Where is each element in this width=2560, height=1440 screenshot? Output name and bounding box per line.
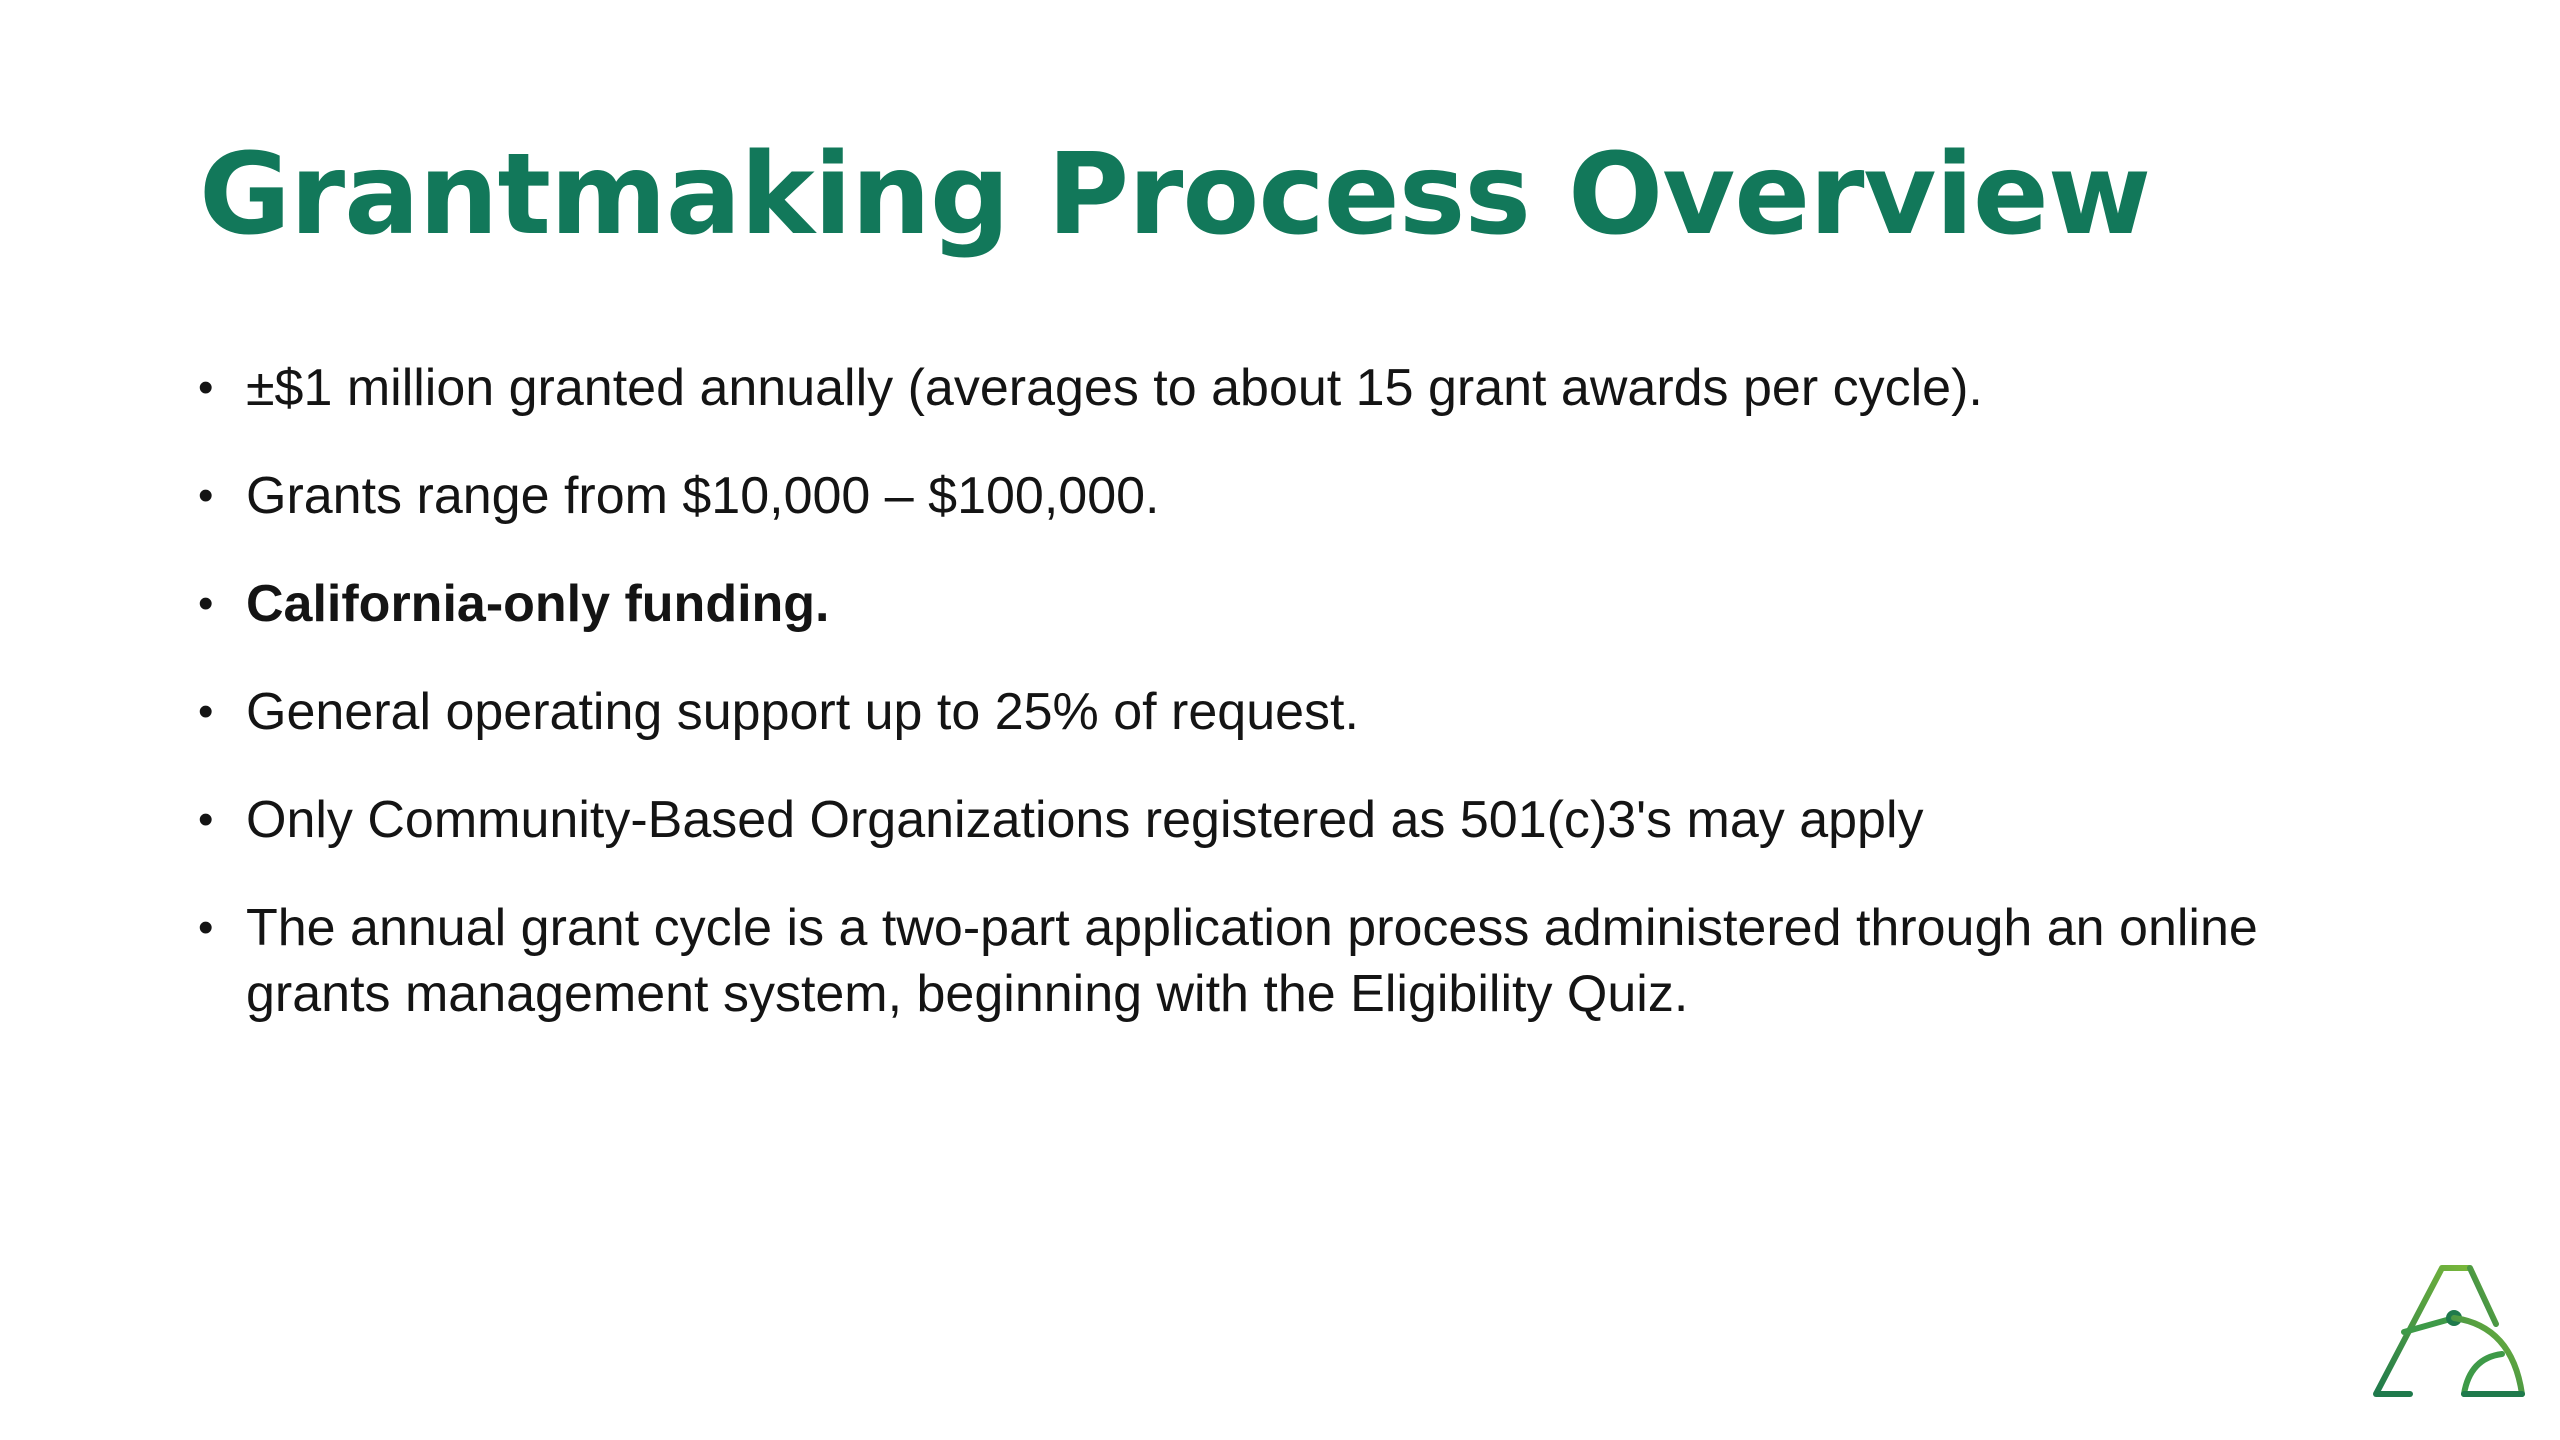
bullet-item: [198, 679, 2298, 745]
bullet-item: [198, 463, 2298, 529]
slide-title: Grantmaking Process Overview: [199, 130, 2151, 260]
bullet-dot: •: [198, 579, 214, 628]
bullet-dot: •: [198, 795, 214, 844]
bullet-list: [198, 355, 2298, 1069]
bullet-text: General operating support up to 25% of request.: [246, 683, 1359, 741]
bullet-item: [198, 571, 2298, 637]
bullet-item: [198, 895, 2298, 1027]
bullet-item: [198, 355, 2298, 421]
bullet-item: [198, 787, 2298, 853]
bullet-dot: •: [198, 687, 214, 736]
bullet-text: The annual grant cycle is a two-part application process administered through an online grants management system, beginning with the Eligibility Quiz.: [246, 899, 2258, 1023]
bullet-text: ±$1 million granted annually (averages to about 15 grant awards per cycle).: [246, 359, 1983, 417]
a-logo-icon: [2370, 1262, 2530, 1402]
bullet-dot: •: [198, 363, 214, 412]
bullet-dot: •: [198, 471, 214, 520]
bullet-dot: •: [198, 903, 214, 952]
bullet-text: California-only funding.: [246, 575, 830, 633]
bullet-text: Only Community-Based Organizations registered as 501(c)3's may apply: [246, 791, 1924, 849]
bullet-text: Grants range from $10,000 – $100,000.: [246, 467, 1160, 525]
